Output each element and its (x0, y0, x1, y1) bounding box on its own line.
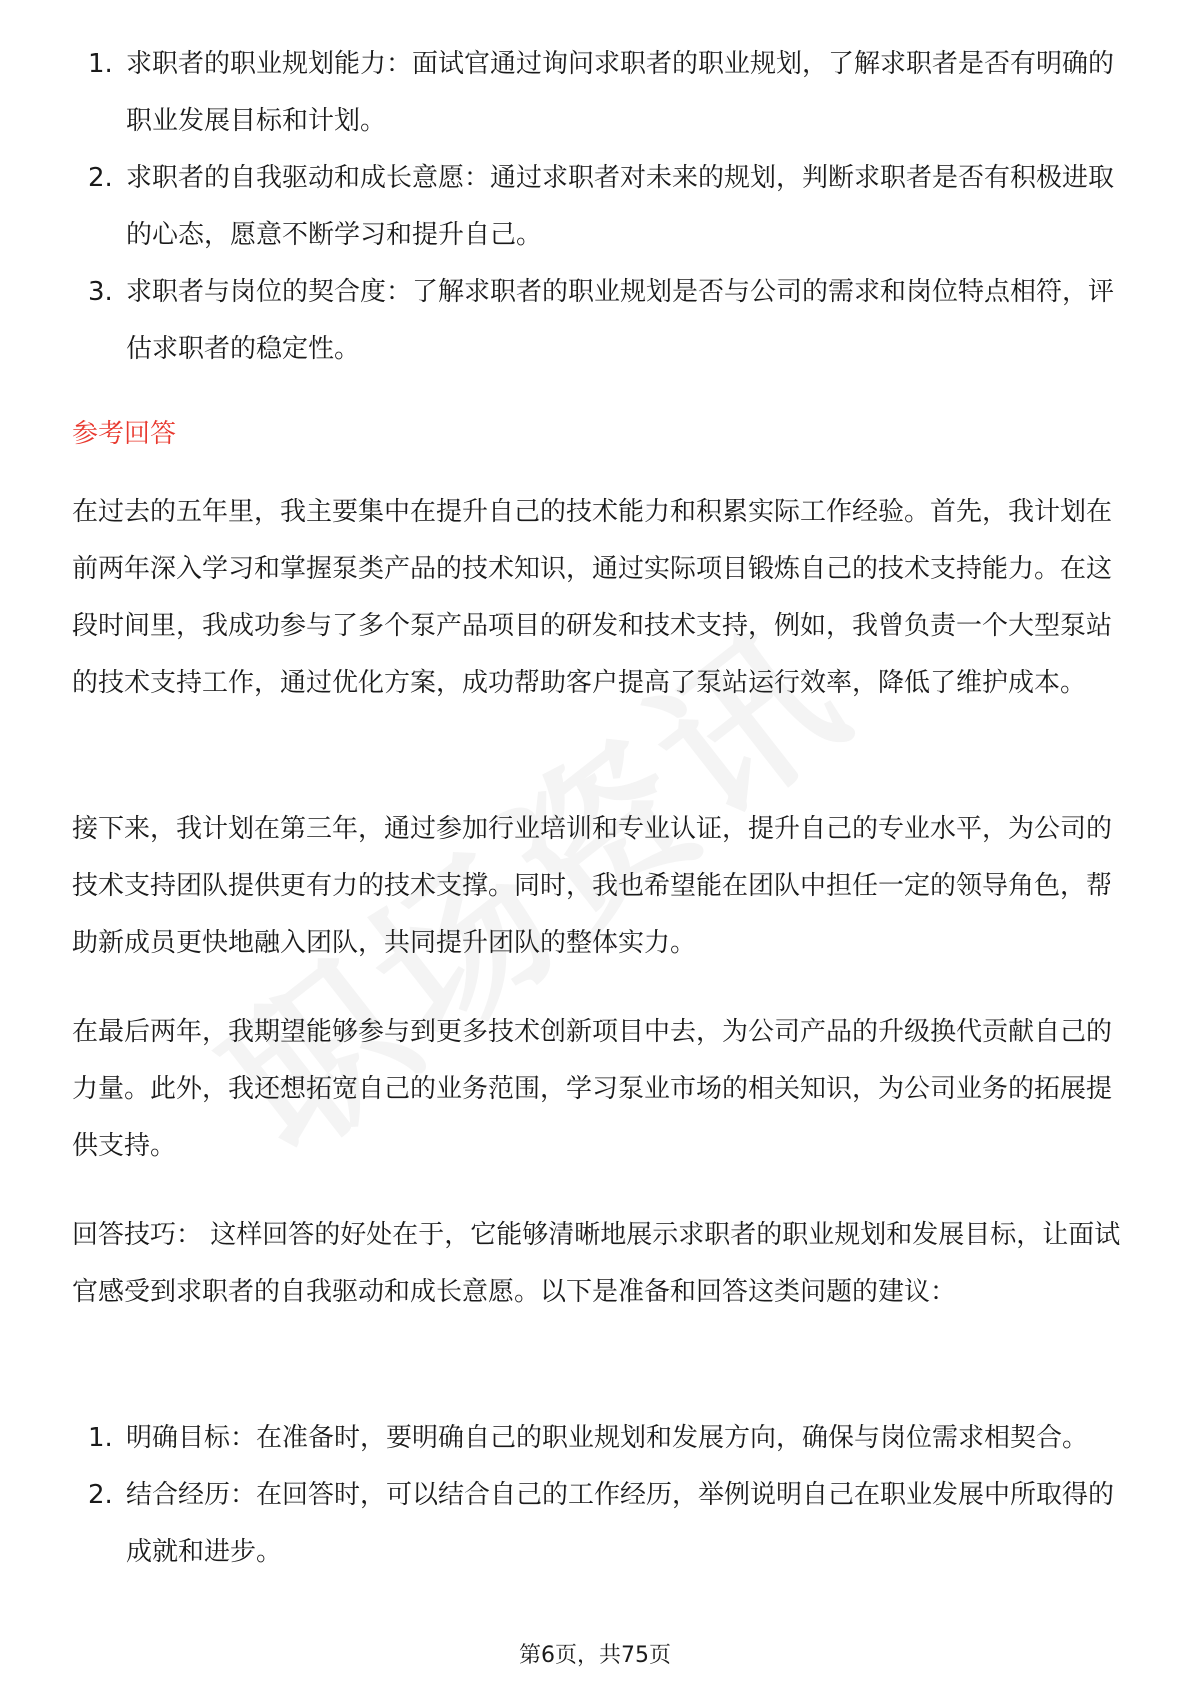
list-item (72, 36, 1122, 150)
answer-paragraph-3: 在最后两年，我期望能够参与到更多技术创新项目中去，为公司产品的升级换代贡献自己的力量。此外，我还想拓宽自己的业务范围，学习泵业市场的相关知识，为公司业务的拓展提供支持。 (72, 1017, 1113, 1161)
page-number: 第6页，共75页 (519, 1643, 671, 1668)
list-number: 1. (88, 1423, 113, 1453)
list-item-text: 结合经历：在回答时，可以结合自己的工作经历，举例说明自己在职业发展中所取得的成就和进步。 (126, 1480, 1115, 1567)
list-item-text: 求职者的自我驱动和成长意愿：通过求职者对未来的规划，判断求职者是否有积极进取的心态，愿意不断学习和提升自己。 (126, 163, 1115, 250)
list-item (72, 150, 1122, 264)
tips-paragraph: 回答技巧： 这样回答的好处在于，它能够清晰地展示求职者的职业规划和发展目标，让面试官感受到求职者的自我驱动和成长意愿。以下是准备和回答这类问题的建议： (72, 1220, 1121, 1307)
list-number: 3. (88, 277, 113, 307)
list-item (72, 264, 1122, 378)
list-number: 2. (88, 1480, 113, 1510)
list-item (72, 1410, 1122, 1467)
list-item (72, 1467, 1122, 1581)
answer-paragraph-2: 接下来，我计划在第三年，通过参加行业培训和专业认证，提升自己的专业水平，为公司的技术支持团队提供更有力的技术支撑。同时，我也希望能在团队中担任一定的领导角色，帮助新成员更快地融入团队，共同提升团队的整体实力。 (72, 814, 1113, 958)
section-heading: 参考回答 (72, 419, 177, 449)
list-item-text: 求职者的职业规划能力：面试官通过询问求职者的职业规划，了解求职者是否有明确的职业发展目标和计划。 (126, 49, 1115, 136)
list-item-text: 明确目标：在准备时，要明确自己的职业规划和发展方向，确保与岗位需求相契合。 (126, 1423, 1089, 1453)
answer-paragraph-1: 在过去的五年里，我主要集中在提升自己的技术能力和积累实际工作经验。首先，我计划在前两年深入学习和掌握泵类产品的技术知识，通过实际项目锻炼自己的技术支持能力。在这段时间里，我成功参与了多个泵产品项目的研发和技术支持，例如，我曾负责一个大型泵站的技术支持工作，通过优化方案，成功帮助客户提高了泵站运行效率，降低了维护成本。 (72, 497, 1113, 698)
list-number: 1. (88, 49, 113, 79)
tips-list (72, 1410, 1122, 1581)
list-item-text: 求职者与岗位的契合度：了解求职者的职业规划是否与公司的需求和岗位特点相符，评估求职者的稳定性。 (126, 277, 1115, 364)
evaluation-points-list (72, 36, 1122, 378)
list-number: 2. (88, 163, 113, 193)
